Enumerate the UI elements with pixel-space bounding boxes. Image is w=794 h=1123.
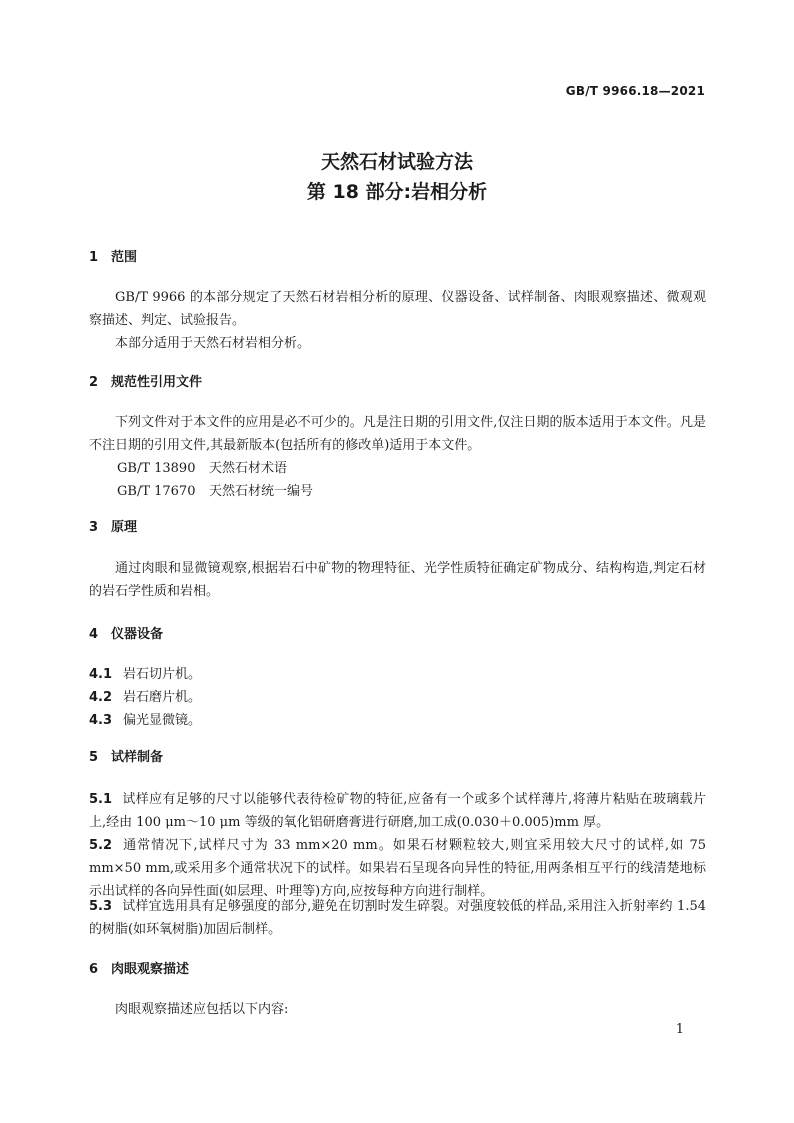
clause-number: 4.3 [89,713,113,728]
clause-text: 试样宜选用具有足够强度的部分,避免在切割时发生碎裂。对强度较低的样品,采用注入折射率约 1.54 的树脂(如环氧树脂)加固后制样。 [89,899,706,937]
section-title: 范围 [111,250,138,265]
clause-number: 5.2 [89,838,113,853]
page-number: 1 [675,1022,684,1037]
section-heading-normative-references [89,373,202,393]
clause-text: 岩石磨片机。 [123,690,202,705]
clause-number: 5.1 [89,792,113,807]
clause-text: 通常情况下,试样尺寸为 33 mm×20 mm。如果石材颗粒较大,则宜采用较大尺寸的试样,如 75 mm×50 mm,或采用多个通常状况下的试样。如果岩石呈现各向异性的特征,用两条相互平行的线清楚地标示出试样的各向异性面(如层理、叶理等)方向,应按每种方向进行制样。 [89,838,706,899]
section-title: 肉眼观察描述 [111,962,190,977]
section-heading-specimen-preparation [89,748,163,768]
reference-title: 天然石材术语 [209,461,288,476]
clause-text: 偏光显微镜。 [123,713,202,728]
scope-paragraph-1: GB/T 9966 的本部分规定了天然石材岩相分析的原理、仪器设备、试样制备、肉眼观察描述、微观观察描述、判定、试验报告。 [89,290,706,328]
clause-number: 5.3 [89,899,113,914]
section-number: 3 [89,520,99,535]
document-title: 天然石材试验方法 [320,151,473,173]
section-title: 试样制备 [111,750,164,765]
clause-number: 4.1 [89,667,113,682]
reference-code: GB/T 13890 [117,461,196,476]
macroscopic-paragraph: 肉眼观察描述应包括以下内容: [115,1002,289,1017]
clause-text: 试样应有足够的尺寸以能够代表待检矿物的特征,应备有一个或多个试样薄片,将薄片粘贴在玻璃载片上,经由 100 μm～10 μm 等级的氧化铝研磨膏进行研磨,加工成(0.030＋0.005)mm 厚。 [89,792,706,830]
references-paragraph: 下列文件对于本文件的应用是必不可少的。凡是注日期的引用文件,仅注日期的版本适用于本文件。凡是不注日期的引用文件,其最新版本(包括所有的修改单)适用于本文件。 [89,415,706,453]
scope-paragraph-2: 本部分适用于天然石材岩相分析。 [115,336,311,351]
section-number: 6 [89,962,99,977]
section-number: 2 [89,375,99,390]
apparatus-item [89,686,201,709]
section-heading-scope [89,248,137,268]
reference-code: GB/T 17670 [117,484,196,499]
standard-code: GB/T 9966.18—2021 [565,84,705,98]
principle-paragraph: 通过肉眼和显微镜观察,根据岩石中矿物的物理特征、光学性质特征确定矿物成分、结构构造,判定石材的岩石学性质和岩相。 [89,561,706,599]
specimen-clause-5-1 [89,788,706,834]
section-heading-apparatus [89,625,163,645]
apparatus-item [89,663,201,686]
specimen-clause-5-2 [89,834,706,903]
section-number: 4 [89,627,99,642]
section-title: 规范性引用文件 [111,375,203,390]
clause-text: 岩石切片机。 [123,667,202,682]
clause-number: 4.2 [89,690,113,705]
reference-item [117,480,313,503]
section-title: 仪器设备 [111,627,164,642]
document-subtitle: 第 18 部分:岩相分析 [306,181,488,203]
apparatus-item [89,709,201,732]
section-heading-macroscopic-description [89,960,189,980]
section-heading-principle [89,518,137,538]
section-number: 1 [89,250,99,265]
section-number: 5 [89,750,99,765]
section-title: 原理 [111,520,138,535]
reference-title: 天然石材统一编号 [209,484,314,499]
specimen-clause-5-3 [89,895,706,941]
reference-item [117,457,287,480]
